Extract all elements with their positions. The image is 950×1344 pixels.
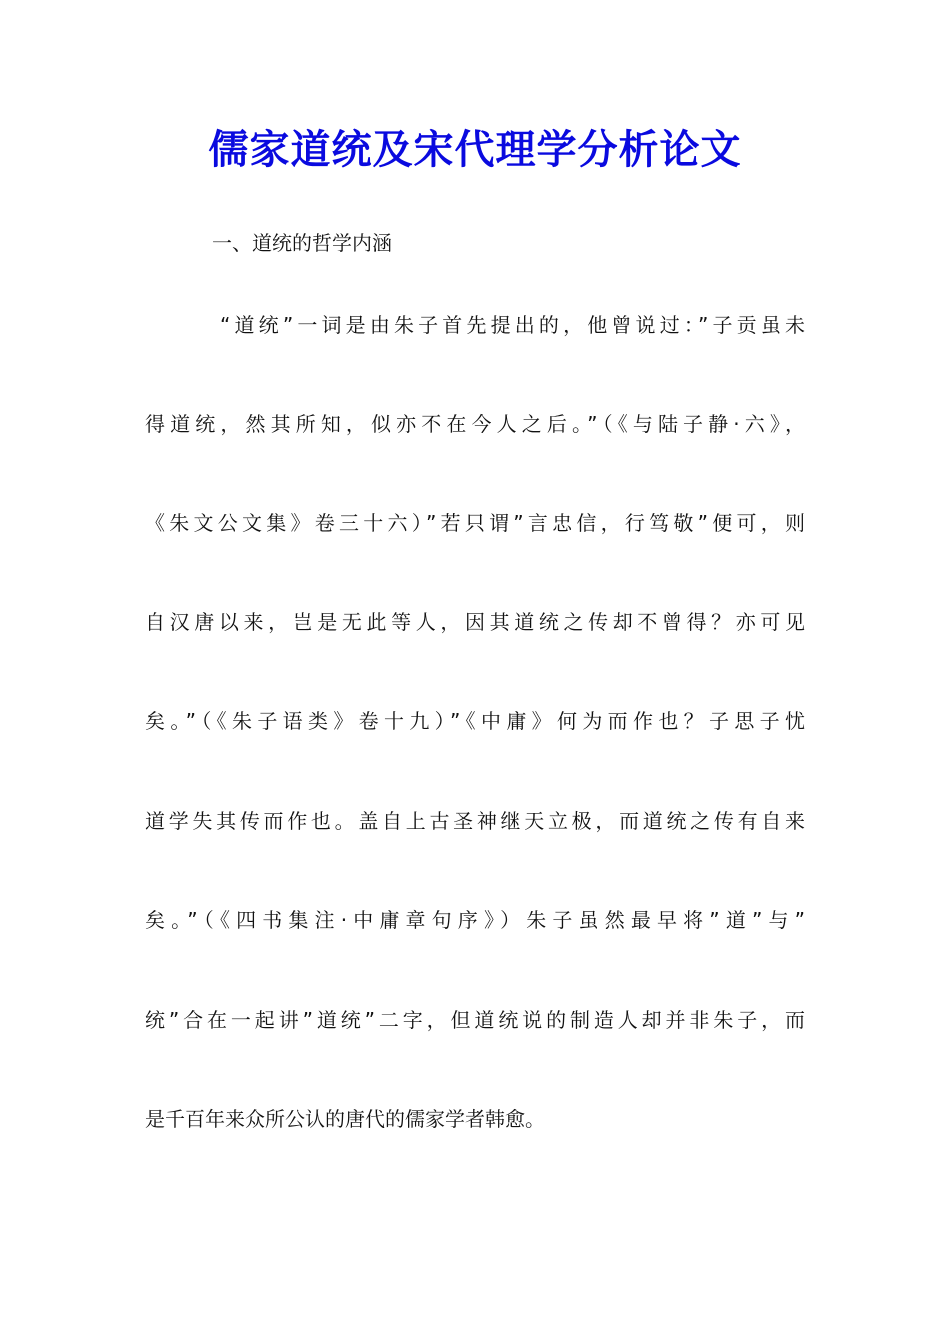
paragraph-line: 矣。”（《朱子语类》卷十九）”《中庸》何为而作也？子思子忧 xyxy=(145,709,805,733)
section-heading: 一、道统的哲学内涵 xyxy=(212,231,392,255)
paragraph-line: “道统”一词是由朱子首先提出的，他曾说过：”子贡虽未 xyxy=(220,313,805,337)
paragraph-line: 道学失其传而作也。盖自上古圣神继天立极，而道统之传有自来 xyxy=(145,809,805,833)
paragraph-line: 得道统，然其所知，似亦不在今人之后。”（《与陆子静·六》， xyxy=(145,412,805,436)
paragraph-line: 矣。”（《四书集注·中庸章句序》）朱子虽然最早将”道”与” xyxy=(145,908,805,932)
paragraph-line: 是千百年来众所公认的唐代的儒家学者韩愈。 xyxy=(145,1107,545,1131)
paragraph-line: 统”合在一起讲”道统”二字，但道统说的制造人却并非朱子，而 xyxy=(145,1008,805,1032)
document-title: 儒家道统及宋代理学分析论文 xyxy=(208,126,742,173)
paragraph-line: 自汉唐以来，岂是无此等人，因其道统之传却不曾得？亦可见 xyxy=(145,610,805,634)
paragraph-line: 《朱文公文集》卷三十六）”若只谓”言忠信，行笃敬”便可，则 xyxy=(145,511,805,535)
